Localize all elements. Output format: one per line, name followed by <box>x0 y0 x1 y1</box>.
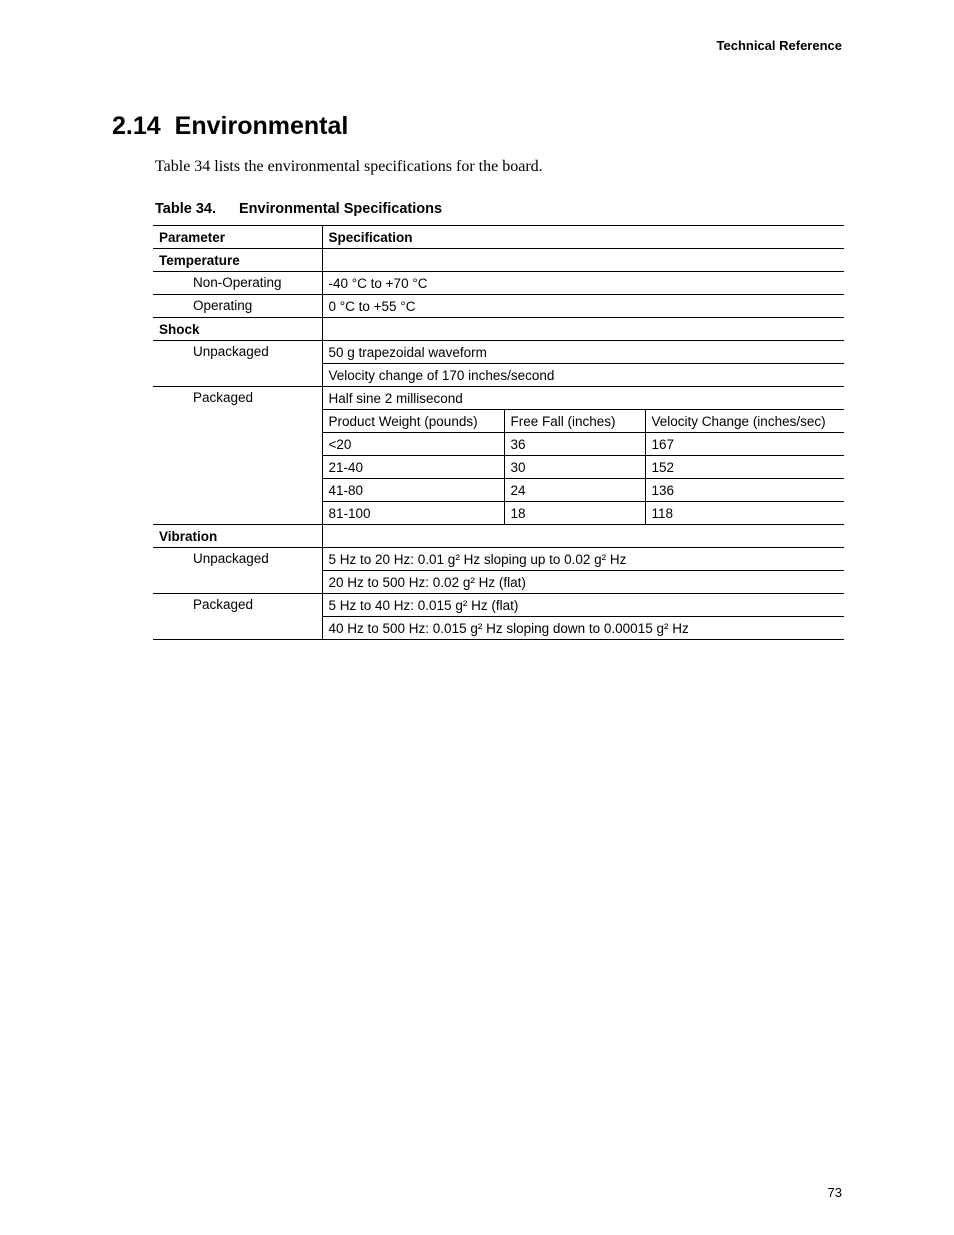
weight-cell: 81-100 <box>322 502 504 525</box>
table-caption-number: Table 34. <box>155 201 216 217</box>
free-fall-cell: 36 <box>504 433 645 456</box>
column-header-specification: Specification <box>322 226 844 249</box>
velocity-cell: 118 <box>645 502 844 525</box>
weight-cell: 21-40 <box>322 456 504 479</box>
category-row-shock <box>153 318 844 341</box>
velocity-cell: 152 <box>645 456 844 479</box>
parameter-label: Non-Operating <box>153 272 322 295</box>
section-heading <box>112 112 348 141</box>
spec-value: 50 g trapezoidal waveform <box>322 341 844 364</box>
table-row <box>153 387 844 410</box>
velocity-cell: 167 <box>645 433 844 456</box>
category-row-temperature <box>153 249 844 272</box>
table-caption-title: Environmental Specifications <box>239 201 443 217</box>
running-header: Technical Reference <box>716 38 842 53</box>
table-row <box>153 295 844 318</box>
free-fall-cell: 30 <box>504 456 645 479</box>
parameter-label: Unpackaged <box>153 548 322 594</box>
spec-value: Velocity change of 170 inches/second <box>322 364 844 387</box>
free-fall-cell: 18 <box>504 502 645 525</box>
table-row <box>153 341 844 364</box>
weight-cell: 41-80 <box>322 479 504 502</box>
spec-value: 5 Hz to 40 Hz: 0.015 g² Hz (flat) <box>322 594 844 617</box>
category-label: Temperature <box>153 249 322 272</box>
spec-value: -40 °C to +70 °C <box>322 272 844 295</box>
spec-value: 0 °C to +55 °C <box>322 295 844 318</box>
table-row <box>153 272 844 295</box>
spec-value: 5 Hz to 20 Hz: 0.01 g² Hz sloping up to 0.02 g² Hz <box>322 548 844 571</box>
category-label: Vibration <box>153 525 322 548</box>
empty-spec-cell <box>322 318 844 341</box>
section-title: Environmental <box>174 112 349 140</box>
subtable-header-free-fall: Free Fall (inches) <box>504 410 645 433</box>
parameter-label: Packaged <box>153 387 322 525</box>
subtable-header-velocity: Velocity Change (inches/sec) <box>645 410 844 433</box>
velocity-cell: 136 <box>645 479 844 502</box>
table-caption <box>155 201 442 217</box>
free-fall-cell: 24 <box>504 479 645 502</box>
spec-value: 20 Hz to 500 Hz: 0.02 g² Hz (flat) <box>322 571 844 594</box>
subtable-header-weight: Product Weight (pounds) <box>322 410 504 433</box>
page-number: 73 <box>827 1185 842 1200</box>
column-header-parameter: Parameter <box>153 226 322 249</box>
spec-value: Half sine 2 millisecond <box>322 387 844 410</box>
empty-spec-cell <box>322 249 844 272</box>
parameter-label: Unpackaged <box>153 341 322 387</box>
intro-paragraph: Table 34 lists the environmental specifications for the board. <box>155 158 543 175</box>
section-number: 2.14 <box>112 112 161 140</box>
spec-value: 40 Hz to 500 Hz: 0.015 g² Hz sloping down to 0.00015 g² Hz <box>322 617 844 640</box>
category-label: Shock <box>153 318 322 341</box>
environmental-spec-table <box>153 225 844 640</box>
parameter-label: Operating <box>153 295 322 318</box>
table-header-row <box>153 226 844 249</box>
table-row <box>153 548 844 571</box>
table-row <box>153 594 844 617</box>
weight-cell: <20 <box>322 433 504 456</box>
empty-spec-cell <box>322 525 844 548</box>
parameter-label: Packaged <box>153 594 322 640</box>
category-row-vibration <box>153 525 844 548</box>
